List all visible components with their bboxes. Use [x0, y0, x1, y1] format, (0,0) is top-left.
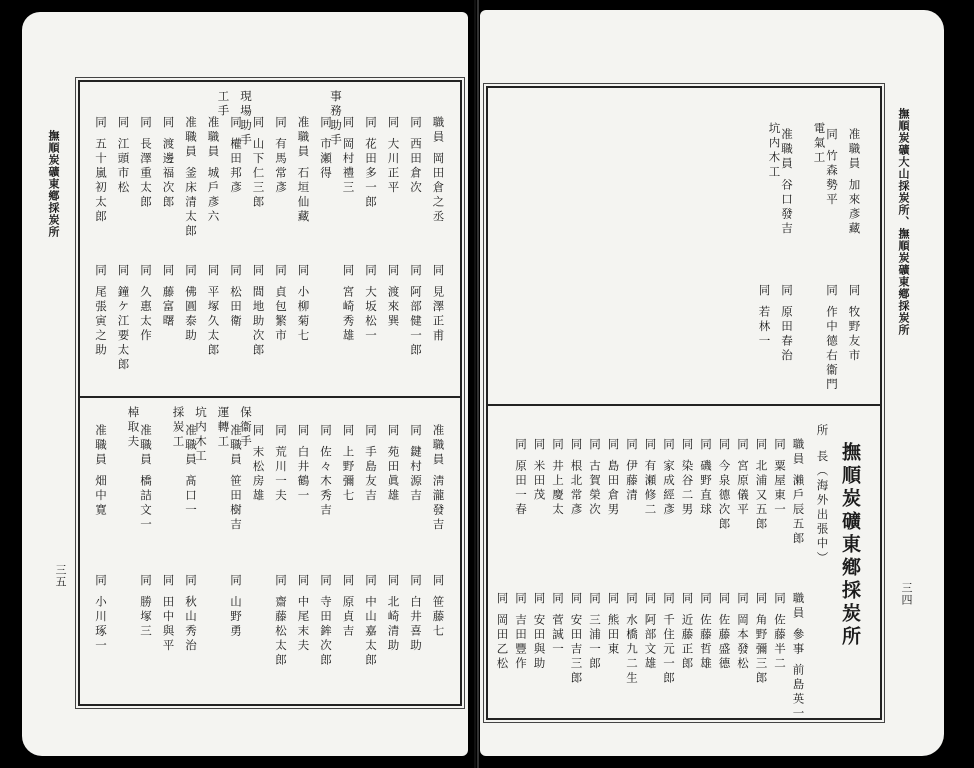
staff-entry: 同 北浦又五郎 [754, 438, 769, 532]
staff-entry: 同 西田倉次 [409, 116, 423, 196]
staff-entry: 同 白井喜助 [409, 574, 423, 654]
staff-entry: 准職員 笹田樹吉 [229, 424, 243, 533]
staff-entry: 同 岡本發松 [736, 592, 750, 672]
book-gutter-edge [477, 0, 479, 768]
staff-entry: 同 渡來巽 [386, 264, 401, 329]
staff-entry: 准職員 橋詰文一 [139, 424, 153, 533]
staff-entry: 同 佐藤盛德 [717, 592, 732, 672]
staff-entry: 同 安田吉三郎 [569, 592, 584, 686]
staff-entry: 同 田中與平 [161, 574, 176, 654]
staff-entry: 同 磯野直球 [699, 438, 713, 518]
staff-entry: 同 熊田東 [606, 592, 621, 657]
staff-entry: 同 粟屋東一 [773, 438, 787, 518]
staff-entry: 同 作中德右衞門 [825, 284, 839, 393]
staff-entry: 同 島田倉男 [606, 438, 621, 518]
job-title: 電氣工 [812, 122, 827, 166]
staff-entry: 同 小柳菊七 [296, 264, 311, 344]
job-title: 事務助手 [329, 90, 343, 148]
staff-entry: 同 北崎清助 [386, 574, 401, 654]
job-title: 坑内木工 [767, 122, 782, 180]
staff-entry: 同 阿部文雄 [643, 592, 658, 672]
staff-entry: 同 阿部健一郎 [409, 264, 423, 358]
staff-entry: 同 貞包繁市 [274, 264, 288, 344]
scan-notch [950, 232, 974, 296]
staff-entry: 同 久惠太作 [139, 264, 153, 344]
staff-entry: 同 間地助次郎 [251, 264, 266, 358]
staff-entry: 同 古賀榮次 [588, 438, 602, 518]
staff-entry: 同 根北常彥 [569, 438, 584, 518]
staff-entry: 同 菅誠一 [551, 592, 565, 657]
page-number: 三五 [54, 564, 67, 588]
staff-entry: 同 井上慶太 [551, 438, 565, 518]
job-title: 棹取夫 [126, 406, 141, 450]
job-title: 採炭工 [171, 406, 186, 450]
job-title: 現場助手 [239, 90, 253, 148]
staff-entry: 同 白井鶴一 [296, 424, 311, 504]
staff-entry: 同 鍵村源吉 [409, 424, 423, 504]
scan-notch [0, 232, 22, 296]
staff-entry: 同 大川正平 [386, 116, 401, 196]
staff-entry: 准職員 城戶彥六 [206, 116, 221, 225]
staff-entry: 同 宮原儀平 [736, 438, 750, 518]
staff-entry: 職員 參事 前島英一 [791, 592, 806, 722]
page-number: 三四 [900, 582, 913, 606]
left-page-divider [78, 396, 462, 398]
staff-entry: 同 平塚久太郎 [206, 264, 221, 358]
staff-entry: 同 尾張寅之助 [94, 264, 108, 358]
staff-entry: 同 有馬常彥 [274, 116, 288, 196]
staff-entry: 同 花田多一郎 [364, 116, 378, 210]
left-page [22, 12, 468, 756]
staff-entry: 同 藤富曙 [161, 264, 176, 329]
staff-entry: 准職員 釜床清太郎 [184, 116, 198, 239]
staff-entry: 同 大坂松一 [364, 264, 378, 344]
staff-entry: 同 三浦一郎 [588, 592, 602, 672]
staff-entry: 准職員 畑中寛 [94, 424, 108, 518]
staff-entry: 同 染谷二男 [680, 438, 695, 518]
staff-entry: 准職員 石垣仙藏 [296, 116, 311, 225]
staff-entry: 同 水橋九二生 [625, 592, 639, 686]
staff-entry: 同 手島友吉 [364, 424, 378, 504]
staff-entry: 同 末松房雄 [251, 424, 266, 504]
staff-entry: 同 原田一春 [514, 438, 528, 518]
staff-entry: 同 千住元一郎 [662, 592, 676, 686]
staff-entry: 同 江頭市松 [116, 116, 131, 196]
staff-entry: 同 角野彌三郎 [754, 592, 769, 686]
staff-entry: 准職員 淸瀧發吉 [431, 424, 446, 533]
staff-entry: 同 市瀬得 [319, 116, 333, 181]
staff-entry: 同 苑田眞雄 [386, 424, 401, 504]
staff-entry: 同 佐藤哲雄 [699, 592, 713, 672]
staff-entry: 同 岡村禮三 [341, 116, 356, 196]
scan-notch [950, 534, 974, 598]
staff-entry: 准職員 谷口發吉 [780, 128, 794, 237]
job-title: 保衞手 [239, 406, 253, 450]
staff-entry: 職員 瀨戶辰五郎 [791, 438, 806, 547]
staff-entry: 同 齋藤松太郎 [274, 574, 288, 668]
staff-entry: 同 荒川一夫 [274, 424, 288, 504]
staff-entry: 同 勝塚三 [139, 574, 153, 639]
right-page-divider [486, 404, 882, 406]
running-head: 撫順炭礦大山採炭所、撫順炭礦東鄕採炭所 [897, 108, 910, 336]
staff-entry: 同 佐藤半二 [773, 592, 787, 672]
left-page-frame [78, 80, 462, 706]
staff-entry: 同 米田茂 [532, 438, 547, 503]
section-heading: 撫順炭礦東鄕採炭所 [839, 442, 861, 649]
staff-entry: 同 渡邊福次郎 [161, 116, 176, 210]
staff-entry: 准職員 加來彥藏 [847, 128, 862, 237]
staff-entry: 同 岡田乙松 [495, 592, 510, 672]
staff-entry: 同 牧野友市 [847, 284, 862, 364]
staff-entry: 同 小川琢一 [94, 574, 108, 654]
running-head: 撫順炭礦東鄕採炭所 [47, 130, 60, 238]
staff-entry: 同 若林一 [757, 284, 772, 349]
staff-entry: 同 權田邦彥 [229, 116, 243, 196]
staff-entry: 同 安田與助 [532, 592, 547, 672]
staff-entry: 同 竹森勢平 [825, 128, 839, 208]
staff-entry: 同 伊藤清 [625, 438, 639, 503]
staff-entry: 同 宮崎秀雄 [341, 264, 356, 344]
staff-entry: 同 中尾末夫 [296, 574, 311, 654]
staff-entry: 同 家成經彥 [662, 438, 676, 518]
scan-notch [0, 534, 22, 598]
staff-entry: 同 五十嵐初太郎 [94, 116, 108, 225]
staff-entry: 同 見澤正甫 [431, 264, 446, 344]
chief-entry: 長（海外出張中） [815, 450, 830, 566]
staff-entry: 同 長澤重太郎 [139, 116, 153, 210]
staff-entry: 同 鐘ケ江要太郎 [116, 264, 131, 373]
book-gutter [474, 0, 476, 768]
staff-entry: 職員 岡田倉之丞 [431, 116, 446, 225]
staff-entry: 同 秋山秀治 [184, 574, 198, 654]
staff-entry: 同 寺田鉾次郎 [319, 574, 333, 668]
staff-entry: 同 松田衛 [229, 264, 243, 329]
staff-entry: 同 佐々木秀吉 [319, 424, 333, 518]
staff-entry: 同 有瀬修二 [643, 438, 658, 518]
staff-entry: 同 原田春治 [780, 284, 794, 364]
staff-entry: 同 山野勇 [229, 574, 243, 639]
staff-entry: 同 吉田豐作 [514, 592, 528, 672]
right-page [480, 10, 944, 756]
staff-entry: 同 近藤正郎 [680, 592, 695, 672]
job-title: 運轉工 [216, 406, 231, 450]
chief-label: 所 [815, 424, 830, 439]
staff-entry: 同 中山嘉太郎 [364, 574, 378, 668]
staff-entry: 准職員 髙口一 [184, 424, 198, 518]
staff-entry: 同 笹藤七 [431, 574, 446, 639]
job-title: 工手 [216, 90, 231, 119]
staff-entry: 同 上野彌七 [341, 424, 356, 504]
staff-entry: 同 山下仁三郎 [251, 116, 266, 210]
staff-entry: 同 原貞吉 [341, 574, 356, 639]
staff-entry: 同 佛圓泰助 [184, 264, 198, 344]
job-title: 坑内木工 [194, 406, 208, 464]
staff-entry: 同 今泉德次郎 [717, 438, 732, 532]
